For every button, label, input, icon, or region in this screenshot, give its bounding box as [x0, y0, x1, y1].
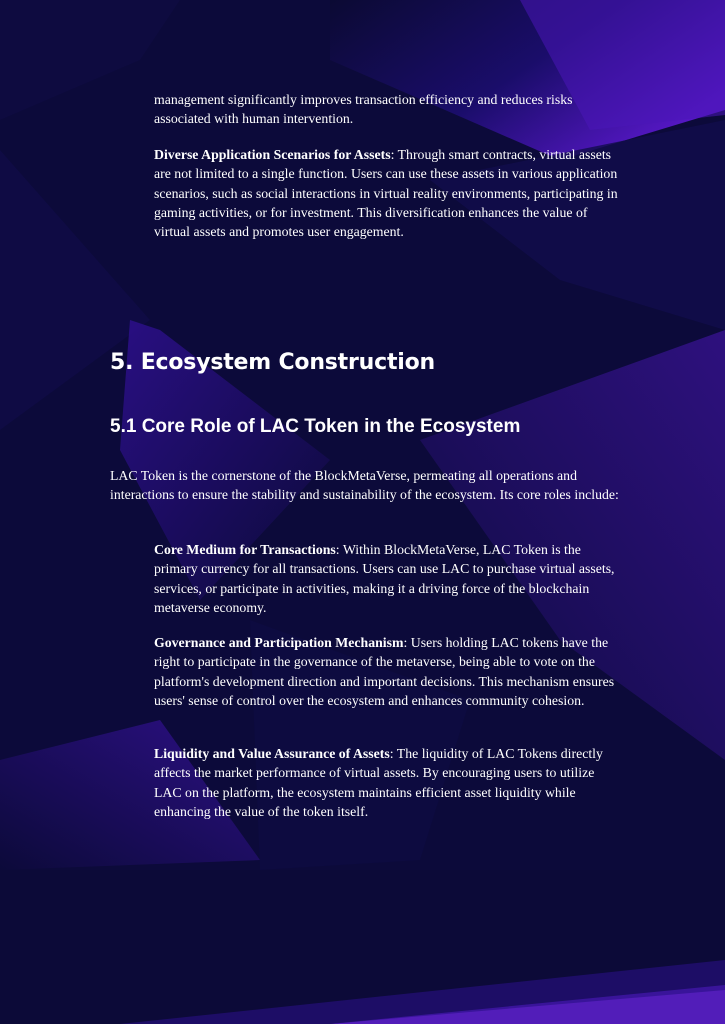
core-medium-paragraph: Core Medium for Transactions: Within BlockMetaVerse, LAC Token is the primary currency for all transactions. Users can use LAC to purchase virtual assets, services, or participate in activities, making it a driving force of the blockchain metaverse economy.: [154, 542, 615, 615]
paragraph-term: Core Medium for Transactions: [154, 542, 336, 557]
paragraph-term: Governance and Participation Mechanism: [154, 635, 404, 650]
section-heading: 5. Ecosystem Construction: [110, 350, 435, 375]
lead-paragraph: LAC Token is the cornerstone of the BlockMetaVerse, permeating all operations and interactions to ensure the stability and sustainability of the ecosystem. Its core roles include:: [110, 468, 619, 503]
paragraph-term: Liquidity and Value Assurance of Assets: [154, 746, 390, 761]
paragraph-term: Diverse Application Scenarios for Assets: [154, 147, 391, 162]
governance-paragraph: Governance and Participation Mechanism: Users holding LAC tokens have the right to participate in the governance of the metaverse, being able to vote on the platform's development direction and important decisions. This mechanism ensures users' sense of control over the ecosystem and enhances community cohesion.: [154, 635, 615, 708]
liquidity-paragraph: Liquidity and Value Assurance of Assets: The liquidity of LAC Tokens directly affects the market performance of virtual assets. By encouraging users to utilize LAC on the platform, the ecosystem maintains efficient asset liquidity while enhancing the value of the token itself.: [154, 746, 603, 819]
diverse-scenarios-paragraph: Diverse Application Scenarios for Assets: Through smart contracts, virtual assets are not limited to a single function. Users can use these assets in various application scenarios, such as social interactions in virtual reality environments, participating in gaming activities, or for investment. This diversification enhances the value of virtual assets and promotes user engagement.: [154, 147, 618, 240]
continuation-paragraph: management significantly improves transaction efficiency and reduces risks associated with human intervention.: [154, 92, 573, 127]
subsection-heading: 5.1 Core Role of LAC Token in the Ecosystem: [110, 416, 521, 437]
